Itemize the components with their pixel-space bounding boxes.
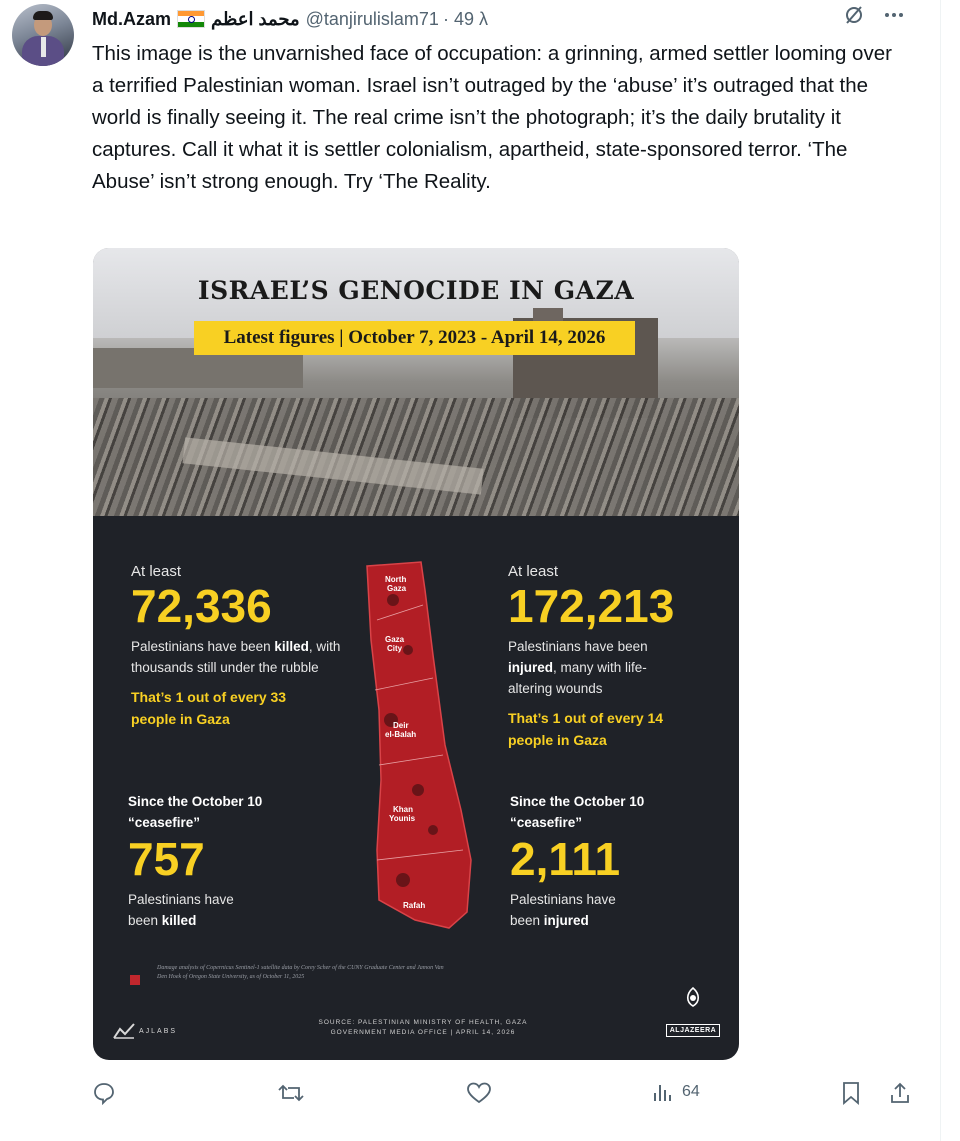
like-button[interactable] xyxy=(466,1081,492,1105)
share-icon xyxy=(889,1081,911,1105)
legend-swatch xyxy=(130,975,140,985)
infographic-title: ISRAEL’S GENOCIDE IN GAZA xyxy=(197,276,635,305)
gaza-damage-map xyxy=(363,560,475,930)
tweet-actions xyxy=(92,1081,922,1115)
retweet-icon xyxy=(278,1081,304,1105)
source-text: SOURCE: PALESTINIAN MINISTRY OF HEALTH, GAZA GOVERNMENT MEDIA OFFICE | APRIL 14, 2026 xyxy=(318,1019,528,1036)
injured-ceasefire-stat xyxy=(510,791,710,931)
like-icon xyxy=(466,1081,492,1105)
map-label-gaza-city-2: City xyxy=(387,644,403,653)
reply-button[interactable] xyxy=(92,1081,116,1105)
aljazeera-logo: ALJAZEERA xyxy=(663,986,723,1037)
tweet-media-infographic[interactable] xyxy=(93,248,739,1060)
injured-number: 172,213 xyxy=(508,580,675,632)
author-handle[interactable]: @tanjirulislam71 xyxy=(305,8,439,29)
killed-ceasefire-stat xyxy=(128,791,328,931)
killed-stat xyxy=(131,563,351,730)
map-label-gaza-city: Gaza xyxy=(385,635,405,644)
ajlabs-logo: AJLABS xyxy=(113,1023,177,1039)
killed-pre: At least xyxy=(131,563,182,580)
tweet-text: This image is the unvarnished face of occupation: a grinning, armed settler looming over a terrified Palestinian woman. Israel isn’t outraged by the ‘abuse’ it’s outraged that the world is finally seeing it. The real crime isn’t the photograph; it’s the daily brutality it captures. Call it what it is settler colonialism, apartheid, state-sponsored terror. ‘The Abuse’ isn’t strong enough. Try ‘The Reality. xyxy=(92,42,892,193)
injured-ceasefire-description: Palestinians have been injured xyxy=(510,892,616,928)
retweet-button[interactable] xyxy=(278,1081,304,1105)
aljazeera-icon xyxy=(682,986,704,1014)
reply-icon xyxy=(92,1081,116,1105)
views-icon xyxy=(652,1081,674,1103)
grok-icon[interactable] xyxy=(843,4,865,26)
injured-stat xyxy=(508,563,723,751)
injured-pre: At least xyxy=(508,563,559,580)
india-flag-icon xyxy=(177,10,205,28)
legend-text: Damage analysis of Copernicus Sentinel-1 satellite data by Corey Scher of the CUNY Graduate Center and Jamon Van Den Hoek of Oregon State University, as of October 11, 2025 xyxy=(157,965,444,980)
map-label-khan: Khan xyxy=(393,805,413,814)
killed-ceasefire-number: 757 xyxy=(128,833,205,885)
injured-ratio: That’s 1 out of every 14 people in Gaza xyxy=(508,710,664,748)
bookmark-button[interactable] xyxy=(840,1081,862,1105)
column-divider xyxy=(940,0,941,1141)
map-label-north-gaza: North xyxy=(385,575,407,584)
injured-description: Palestinians have been injured, many with life-altering wounds xyxy=(508,639,648,696)
views-button[interactable] xyxy=(652,1081,700,1103)
infographic-dates: Latest figures | October 7, 2023 - April 14, 2026 xyxy=(194,321,635,355)
tweet-header xyxy=(92,6,488,32)
killed-ratio: That’s 1 out of every 33 people in Gaza xyxy=(131,689,287,727)
bookmark-icon xyxy=(840,1081,862,1105)
map-label-deir-2: el-Balah xyxy=(385,730,417,739)
map-label-khan-2: Younis xyxy=(389,814,416,823)
injured-ceasefire-since: Since the October 10 “ceasefire” xyxy=(510,794,645,830)
map-label-rafah: Rafah xyxy=(403,901,426,910)
killed-number: 72,336 xyxy=(131,580,272,632)
share-button[interactable] xyxy=(889,1081,911,1105)
avatar[interactable] xyxy=(12,4,74,66)
author-name-arabic[interactable]: محمد اعظم xyxy=(211,8,300,29)
views-count: 64 xyxy=(682,1083,700,1100)
ajlabs-icon xyxy=(113,1023,135,1039)
map-label-deir: Deir xyxy=(393,721,409,730)
header-icons xyxy=(843,4,905,26)
author-name[interactable]: Md.Azam xyxy=(92,8,172,29)
more-icon[interactable] xyxy=(883,4,905,26)
killed-ceasefire-description: Palestinians have been killed xyxy=(128,892,234,928)
injured-ceasefire-number: 2,111 xyxy=(510,833,621,885)
killed-description: Palestinians have been killed, with thousands still under the rubble xyxy=(131,639,341,675)
killed-ceasefire-since: Since the October 10 “ceasefire” xyxy=(128,794,263,830)
map-label-north-gaza-2: Gaza xyxy=(387,584,407,593)
tweet-time[interactable]: · 49 λ xyxy=(442,8,488,29)
